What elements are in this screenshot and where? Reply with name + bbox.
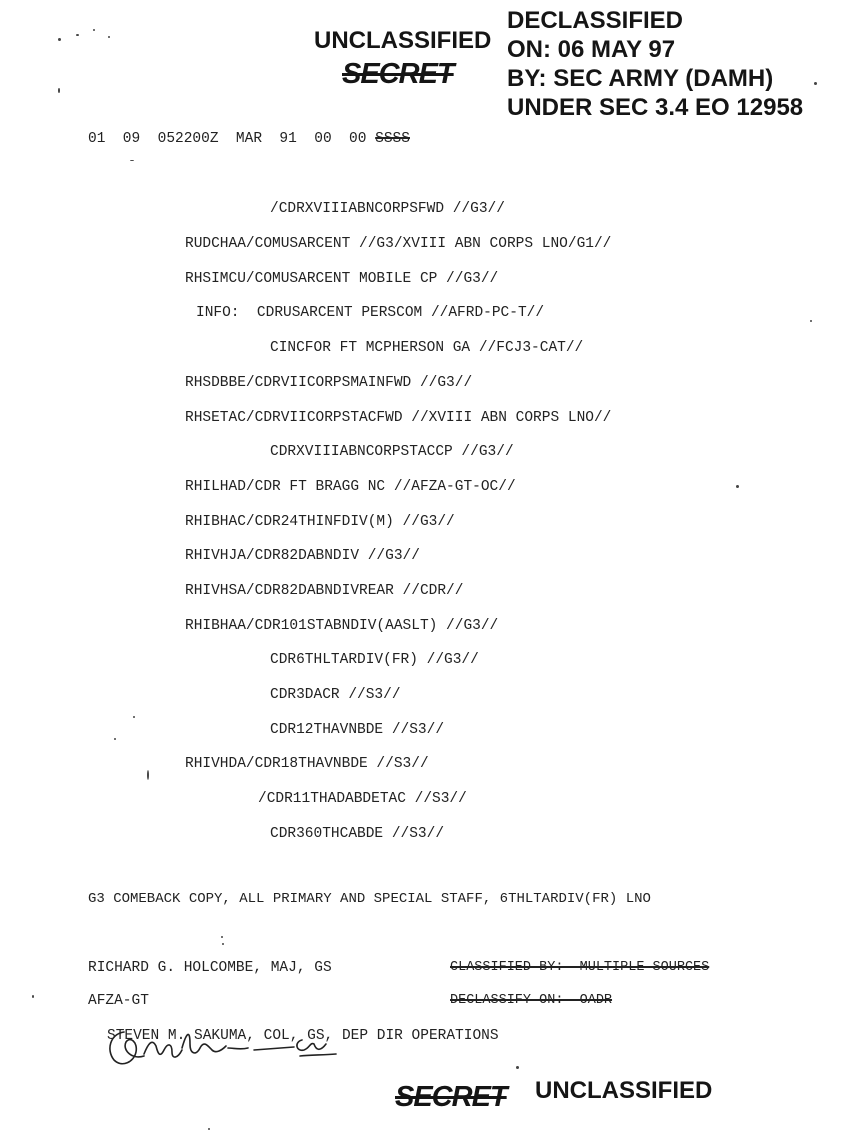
scan-speck: [810, 320, 812, 322]
addressee-line: RHSETAC/CDRVIICORPSTACFWD //XVIII ABN CORPS LNO//: [185, 410, 612, 426]
declassified-line-1: DECLASSIFIED: [507, 7, 684, 34]
addressee-line: CDRXVIIIABNCORPSTACCP //G3//: [270, 444, 514, 460]
scan-speck: [147, 770, 149, 780]
addressee-line: RHIVHDA/CDR18THAVNBDE //S3//: [185, 756, 429, 772]
addressee-line: RHIBHAC/CDR24THINFDIV(M) //G3//: [185, 514, 455, 530]
addressee-line: RHILHAD/CDR FT BRAGG NC //AFZA-GT-OC//: [185, 479, 516, 495]
scan-speck: [221, 936, 223, 938]
addressee-line: CDR6THLTARDIV(FR) //G3//: [270, 652, 479, 668]
originator-office: AFZA-GT: [88, 993, 149, 1009]
scan-speck: [114, 738, 116, 740]
scan-speck: [814, 82, 817, 85]
message-header: [88, 131, 410, 147]
unclassified-stamp-bottom: UNCLASSIFIED: [535, 1077, 713, 1104]
addressee-line: RHIBHAA/CDR101STABNDIV(AASLT) //G3//: [185, 618, 499, 634]
releaser-name: STEVEN M. SAKUMA, COL, GS, DEP DIR OPERATIONS: [107, 1028, 499, 1044]
scan-speck: [108, 36, 110, 38]
declassified-line-2: ON: 06 MAY 97: [507, 36, 676, 63]
secret-stamp-bottom: SECRET: [395, 1081, 507, 1113]
declassified-line-3: BY: SEC ARMY (DAMH): [507, 65, 774, 92]
scan-speck: [76, 34, 79, 36]
scan-speck: [93, 29, 95, 31]
scan-speck: [58, 38, 61, 41]
secret-stamp-top: SECRET: [342, 58, 454, 90]
header-struck-classification: SSSS: [375, 131, 410, 147]
scan-speck: [58, 88, 60, 93]
addressee-line: RHIVHSA/CDR82DABNDIVREAR //CDR//: [185, 583, 464, 599]
classified-by-struck: CLASSIFIED BY: MULTIPLE SOURCES: [450, 960, 710, 975]
addressee-line: RHSDBBE/CDRVIICORPSMAINFWD //G3//: [185, 375, 473, 391]
header-dtg: 01 09 052200Z MAR 91 00 00: [88, 131, 376, 147]
addressee-line: CDR12THAVNBDE //S3//: [270, 722, 445, 738]
scan-speck: [133, 716, 135, 718]
addressee-line: /CDR11THADABDETAC //S3//: [258, 791, 467, 807]
signature-scribble: [104, 1024, 354, 1074]
addressee-line: CDR3DACR //S3//: [270, 687, 401, 703]
scan-speck: [32, 995, 34, 998]
addressee-line: CDR360THCABDE //S3//: [270, 826, 445, 842]
scan-speck: [130, 160, 134, 161]
addressee-line: CINCFOR FT MCPHERSON GA //FCJ3-CAT//: [270, 340, 584, 356]
addressee-line: /CDRXVIIIABNCORPSFWD //G3//: [270, 201, 505, 217]
addressee-line: INFO: CDRUSARCENT PERSCOM //AFRD-PC-T//: [196, 305, 545, 321]
declassify-on-struck: DECLASSIFY ON: OADR: [450, 993, 613, 1008]
scan-speck: [516, 1066, 519, 1069]
addressee-line: RHIVHJA/CDR82DABNDIV //G3//: [185, 548, 420, 564]
addressee-line: RHSIMCU/COMUSARCENT MOBILE CP //G3//: [185, 271, 499, 287]
unclassified-stamp-top: UNCLASSIFIED: [314, 27, 492, 54]
declassified-line-4: UNDER SEC 3.4 EO 12958: [507, 94, 804, 121]
originator-name: RICHARD G. HOLCOMBE, MAJ, GS: [88, 960, 332, 976]
distribution-line: G3 COMEBACK COPY, ALL PRIMARY AND SPECIAL STAFF, 6THLTARDIV(FR) LNO: [88, 891, 651, 907]
scan-speck: [222, 943, 224, 945]
scan-speck: [736, 485, 739, 488]
addressee-line: RUDCHAA/COMUSARCENT //G3/XVIII ABN CORPS LNO/G1//: [185, 236, 612, 252]
scan-speck: [208, 1128, 210, 1130]
